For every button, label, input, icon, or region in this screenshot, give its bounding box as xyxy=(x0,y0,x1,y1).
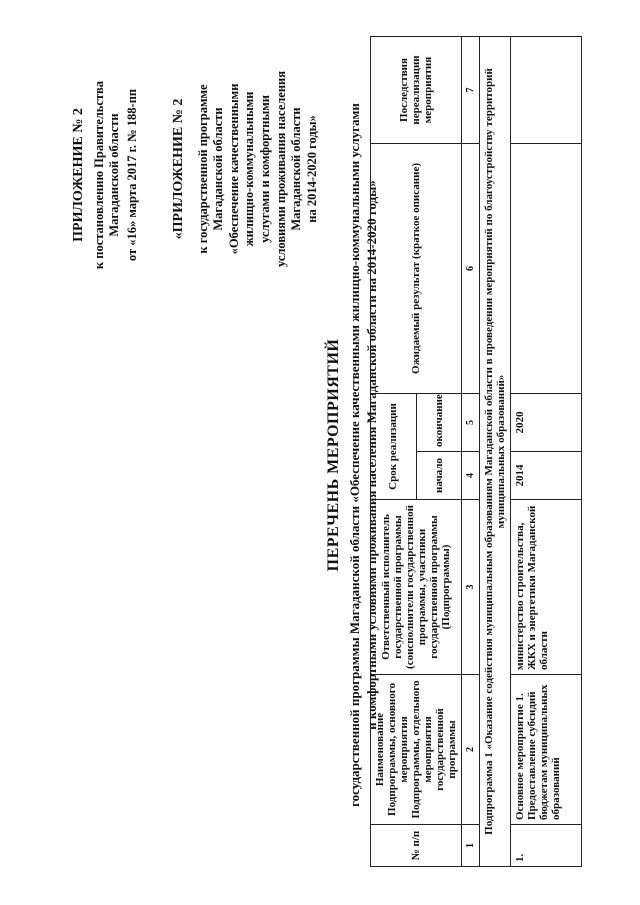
header-end: окончание xyxy=(416,393,462,451)
program-line: услугами и комфортными xyxy=(258,95,272,243)
document-subtitle-line-2: и комфортными условиями проживания населения Магаданской области на 2014-2020 годы» xyxy=(363,180,379,730)
row-end: 2020 xyxy=(511,393,582,451)
header-consequences: Последствия нереализации мероприятия xyxy=(371,36,462,143)
program-line: к государственной программе xyxy=(195,84,210,254)
column-number: 7 xyxy=(462,36,480,143)
subprogram-row xyxy=(480,36,511,866)
appendix-number: ПРИЛОЖЕНИЕ № 2 xyxy=(71,108,86,242)
row-executor: министерство строительства, ЖКХ и энергетики Магаданской области xyxy=(511,500,582,675)
header-executor: Ответственный исполнитель государственной программы (соисполнители государственной программы, участники государственной программы (Подпрограммы) xyxy=(371,500,462,675)
table-header-row xyxy=(371,36,417,866)
program-line: условиями проживания населения xyxy=(273,71,288,268)
column-number: 1 xyxy=(462,825,480,867)
program-line: жилищно-коммунальными xyxy=(242,91,257,247)
appendix-date: от «16» марта 2017 г. № 188-пп xyxy=(124,88,139,262)
appendix-line-1: к постановлению Правительства xyxy=(91,80,106,270)
events-table xyxy=(370,36,582,867)
program-line: Магаданской области xyxy=(289,107,304,231)
row-consequences xyxy=(511,36,582,143)
column-number: 6 xyxy=(462,143,480,393)
column-number: 3 xyxy=(462,500,480,675)
document-heading: ПЕРЕЧЕНЬ МЕРОПРИЯТИЙ xyxy=(325,338,342,572)
program-appendix-block xyxy=(170,54,321,284)
program-line: Магаданской области xyxy=(211,107,226,231)
row-name: Основное мероприятие 1. Предоставление субсидий бюджетам муниципальных образований xyxy=(511,675,582,825)
subprogram-title: Подпрограмма 1 «Оказание содействия муниципальным образованиям Магаданской области в проведении мероприятий по благоустройству территорий муниципальных образований» xyxy=(480,36,511,866)
program-line: на 2014-2020 годы» xyxy=(304,115,319,223)
row-num: 1. xyxy=(511,825,582,867)
column-number: 4 xyxy=(462,452,480,500)
program-appendix-number: «ПРИЛОЖЕНИЕ № 2 xyxy=(171,98,186,240)
table-row xyxy=(511,36,582,866)
column-number: 2 xyxy=(462,675,480,825)
row-start: 2014 xyxy=(511,452,582,500)
header-start: начало xyxy=(416,452,462,500)
column-number: 5 xyxy=(462,393,480,451)
header-num: № п/п xyxy=(371,825,462,867)
header-result: Ожидаемый результат (краткое описание) xyxy=(371,143,462,393)
header-term: Срок реализации xyxy=(371,393,417,499)
program-line: «Обеспечение качественными xyxy=(226,83,241,255)
appendix-line-2: Магаданской области xyxy=(107,113,122,237)
row-result xyxy=(511,143,582,393)
document-subtitle-line-1: государственной программы Магаданской области «Обеспечение качественными жилищно-коммунальными услугами xyxy=(347,103,362,807)
appendix-block xyxy=(70,60,140,290)
column-number-row xyxy=(462,36,480,866)
header-name: Наименование Подпрограммы, основного мероприятия Подпрограммы, отдельного мероприятия государственной программы xyxy=(371,675,462,825)
